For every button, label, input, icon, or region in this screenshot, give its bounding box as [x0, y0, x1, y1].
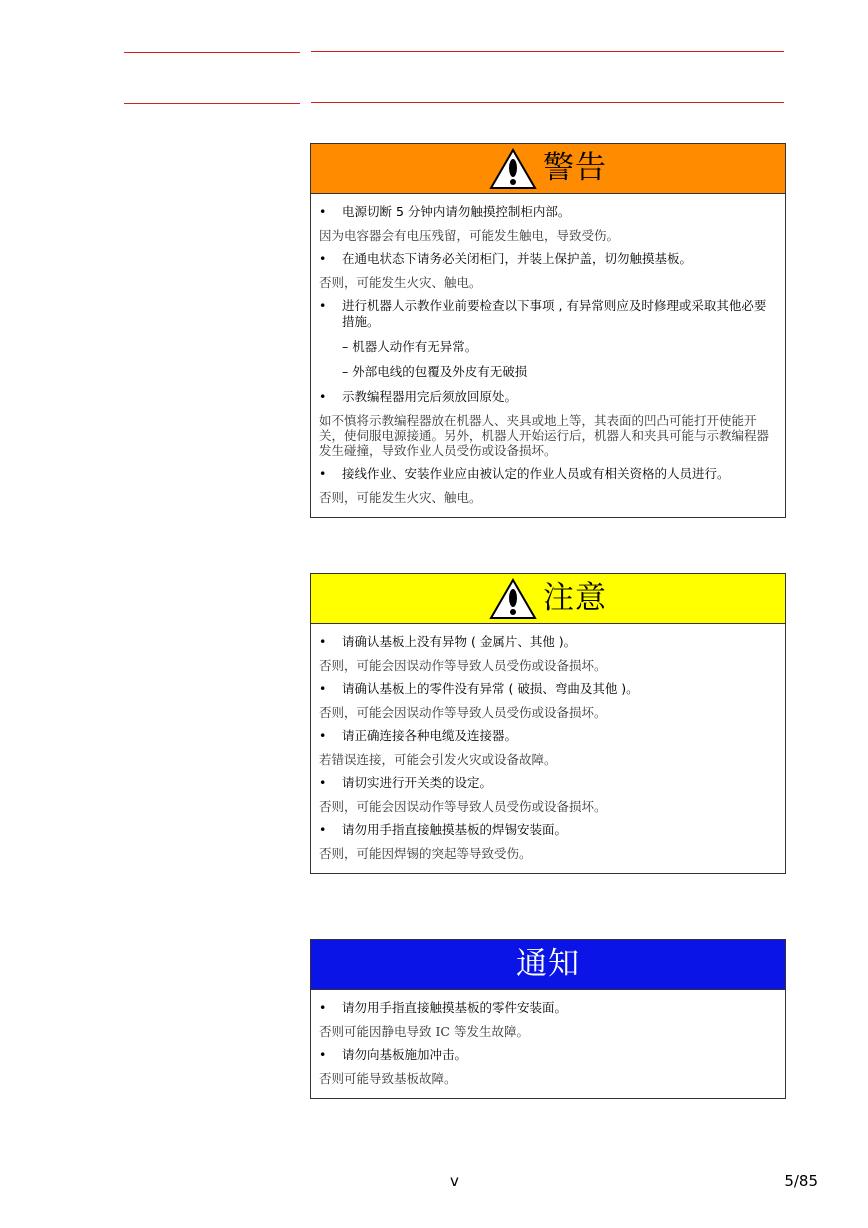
warning-subitem-2: – 外部电线的包覆及外皮有无破损 — [342, 364, 528, 379]
warning-item-2: • 在通电状态下请务必关闭柜门，并装上保护盖，切勿触摸基板。 — [319, 251, 693, 266]
warning-item-1: • 电源切断 5 分钟内请勿触摸控制柜内部。 — [319, 204, 571, 219]
warning-desc-1: 因为电容器会有电压残留，可能发生触电，导致受伤。 — [319, 228, 620, 243]
header-rule-right-bottom — [311, 102, 784, 103]
footer-page-number: 5/85 — [784, 1172, 818, 1190]
warning-desc-4: 如不慎将示教编程器放在机器人、夹具或地上等，其表面的凹凸可能打开使能开关，使伺服电源接通。另外，机器人开始运行后，机器人和夹具可能与示教编程器发生碰撞，导致作业人员受伤或设备损坏。 — [319, 413, 770, 458]
notice-body — [311, 990, 785, 1098]
warning-triangle-icon — [489, 148, 537, 190]
warning-desc-5: 否则，可能发生火灾、触电。 — [319, 490, 482, 505]
warning-body — [311, 194, 785, 517]
notice-item-1: • 请勿用手指直接触摸基板的零件安装面。 — [319, 1000, 568, 1015]
caution-item-1: • 请确认基板上没有异物 ( 金属片、其他 )。 — [319, 634, 577, 649]
caution-item-4: • 请切实进行开关类的设定。 — [319, 775, 493, 790]
warning-item-3: • 进行机器人示教作业前要检查以下事项 , 有异常则应及时修理或采取其他必要措施。 — [319, 298, 767, 329]
caution-desc-3: 若错误连接，可能会引发火灾或设备故障。 — [319, 752, 557, 767]
notice-desc-1: 否则可能因静电导致 IC 等发生故障。 — [319, 1024, 529, 1039]
notice-header — [311, 940, 785, 990]
caution-item-5: • 请勿用手指直接触摸基板的焊锡安装面。 — [319, 822, 568, 837]
caution-desc-4: 否则，可能会因误动作等导致人员受伤或设备损坏。 — [319, 799, 607, 814]
notice-title: 通知 — [516, 946, 580, 982]
caution-item-3: • 请正确连接各种电缆及连接器。 — [319, 728, 518, 743]
caution-item-2: • 请确认基板上的零件没有异常 ( 破损、弯曲及其他 )。 — [319, 681, 639, 696]
caution-title: 注意 — [543, 580, 607, 616]
warning-box — [310, 143, 786, 518]
header-rule-left-bottom — [124, 103, 300, 104]
header-rule-left-top — [124, 52, 300, 53]
notice-item-2: • 请勿向基板施加冲击。 — [319, 1047, 468, 1062]
warning-item-4: • 示教编程器用完后须放回原处。 — [319, 389, 518, 404]
header-rule-right-top — [311, 51, 784, 52]
warning-header — [311, 144, 785, 194]
caution-box — [310, 573, 786, 874]
caution-desc-2: 否则，可能会因误动作等导致人员受伤或设备损坏。 — [319, 705, 607, 720]
footer-section-label: v — [450, 1172, 459, 1190]
caution-header — [311, 574, 785, 624]
notice-box — [310, 939, 786, 1099]
caution-body — [311, 624, 785, 873]
warning-title: 警告 — [543, 150, 607, 186]
warning-item-5: • 接线作业、安装作业应由被认定的作业人员或有相关资格的人员进行。 — [319, 466, 730, 481]
warning-subitem-1: – 机器人动作有无异常。 — [342, 339, 478, 354]
caution-desc-1: 否则，可能会因误动作等导致人员受伤或设备损坏。 — [319, 658, 607, 673]
caution-triangle-icon — [489, 578, 537, 620]
warning-desc-2: 否则，可能发生火灾、触电。 — [319, 275, 482, 290]
notice-desc-2: 否则可能导致基板故障。 — [319, 1071, 457, 1086]
caution-desc-5: 否则，可能因焊锡的突起等导致受伤。 — [319, 846, 532, 861]
